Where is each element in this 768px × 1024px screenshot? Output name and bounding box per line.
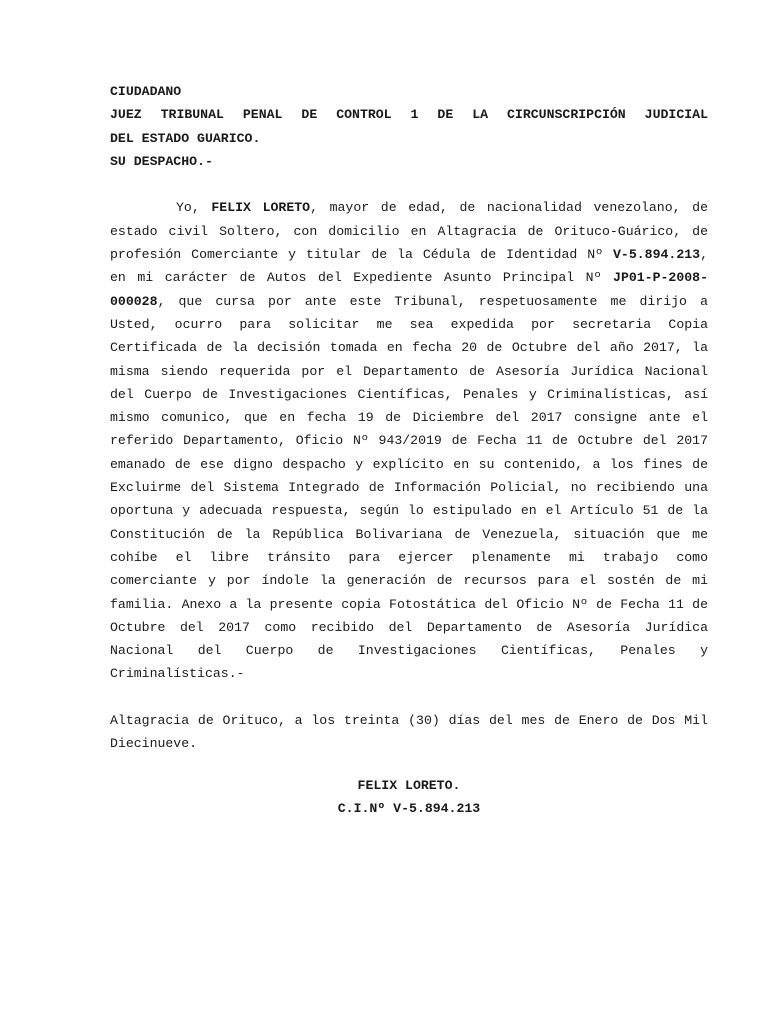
signature-id: C.I.Nº V-5.894.213 (337, 800, 481, 816)
spacer (110, 686, 708, 709)
letter-content (110, 80, 708, 820)
body-text-case-intro: , en mi carácter de Autos del Expediente Asunto Principal Nº (110, 247, 708, 286)
signature-name: FELIX LORETO. (357, 777, 461, 793)
spacer (110, 756, 708, 774)
cedula-number: V-5.894.213 (613, 247, 701, 263)
spacer (110, 173, 708, 196)
closing-place-date: Altagracia de Orituco, a los treinta (30) días del mes de Enero de Dos Mil Diecinueve. (110, 713, 708, 752)
recipient-jurisdiction: DEL ESTADO GUARICO. (110, 130, 261, 146)
body-text-request: , que cursa por ante este Tribunal, respetuosamente me dirijo a Usted, ocurro para solicitar me sea expedida por secretaria Copia Certificada de la decisión tomada en fecha 20 de Octubre del año 2017, la misma siendo requerida por el Departamento de Asesoría Jurídica Nacional del Cuerpo de Investigaciones Científicas, Penales y Criminalísticas, así mismo comunico, que en fecha 19 de Diciembre del 2017 consigne ante el referido Departamento, Oficio Nº 943/2019 de Fecha 11 de Octubre del 2017 emanado de ese digno despacho y explícito en su contenido, a los fines de Excluirme del Sistema Integrado de Información Policial, no recibiendo una oportuna y adecuada respuesta, según lo estipulado en el Artículo 51 de la Constitución de la República Bolivariana de Venezuela, situación que me cohíbe el libre tránsito para ejercer plenamente mi trabajo como comerciante y por índole la generación de recursos para el sostén de mi familia. Anexo a la presente copia Fotostática del Oficio Nº de Fecha 11 de Octubre del 2017 como recibido del Departamento de Asesoría Jurídica Nacional del Cuerpo de Investigaciones Científicas, Penales y Criminalísticas.- (110, 293, 708, 682)
case-file-number: JP01-P-2008-000028 (110, 270, 708, 309)
salutation: CIUDADANO (110, 84, 182, 99)
petitioner-name: FELIX LORETO (211, 200, 311, 216)
body-text-identity: , mayor de edad, de nacionalidad venezolano, de estado civil Soltero, con domicilio en Altagracia de Orituco-Guárico, de profesión Comerciante y titular de la Cédula de Identidad Nº (110, 200, 709, 263)
body-text-intro: Yo, (176, 200, 212, 216)
body-paragraph (110, 196, 708, 685)
recipient-title: JUEZ TRIBUNAL PENAL DE CONTROL 1 DE LA CIRCUNSCRIPCIÓN JUDICIAL (110, 107, 708, 123)
recipient-office: SU DESPACHO.- (110, 153, 213, 169)
